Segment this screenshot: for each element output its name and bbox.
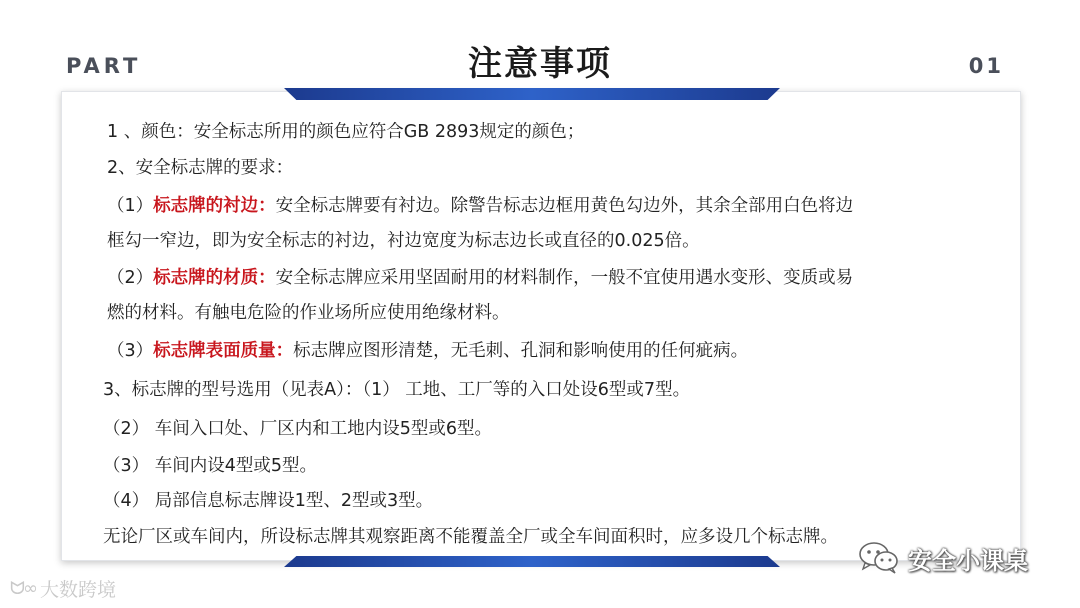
content-line-color: 1 、颜色：安全标志所用的颜色应符合GB 2893规定的颜色；: [107, 122, 585, 142]
item-surface-prefix: （3）: [107, 341, 154, 361]
bottom-accent-bar: [284, 556, 780, 567]
watermark-left-text: 大数跨境: [39, 579, 116, 601]
page-number: 01: [968, 54, 1004, 78]
item-border-line-2: 框勾一窄边，即为安全标志的衬边，衬边宽度为标志边长或直径的0.025倍。: [107, 231, 700, 251]
page-title: 注意事项: [468, 44, 612, 84]
item-border-prefix: （1）: [107, 196, 154, 216]
content-line-model-selection: 3、标志牌的型号选用（见表A）：（1） 工地、工厂等的入口处设6型或7型。: [103, 380, 691, 400]
item-border-keyword: 标志牌的衬边：: [153, 196, 276, 216]
item-surface-keyword: 标志牌表面质量：: [153, 341, 294, 361]
content-line-conclusion: 无论厂区或车间内，所设标志牌其观察距离不能覆盖全厂或全车间面积时，应多设几个标志牌。: [103, 527, 838, 547]
wechat-icon: [858, 540, 900, 576]
top-accent-bar: [284, 88, 780, 100]
watermark-left: [10, 575, 116, 602]
item-material-line-1: [107, 267, 853, 289]
content-line-requirements: 2、安全标志牌的要求：: [107, 158, 294, 178]
item-material-text: 安全标志牌应采用坚固耐用的材料制作，一般不宜使用遇水变形、变质或易: [275, 268, 854, 288]
item-border-line-1: [107, 195, 853, 217]
item-material-line-2: 燃的材料。有触电危险的作业场所应使用绝缘材料。: [107, 303, 510, 323]
watermark-right: [858, 540, 1028, 576]
content-line-model-2: （2） 车间入口处、厂区内和工地内设5型或6型。: [103, 419, 492, 439]
item-surface-line: [107, 340, 748, 362]
item-surface-text: 标志牌应图形清楚，无毛刺、孔洞和影响使用的任何疵病。: [293, 341, 749, 361]
item-border-text: 安全标志牌要有衬边。除警告标志边框用黄色勾边外，其余全部用白色将边: [275, 196, 854, 216]
watermark-logo-icon: ᗢ∞: [10, 578, 36, 599]
item-material-keyword: 标志牌的材质：: [153, 268, 276, 288]
content-line-model-3: （3） 车间内设4型或5型。: [103, 456, 317, 476]
item-material-prefix: （2）: [107, 268, 154, 288]
content-line-model-4: （4） 局部信息标志牌设1型、2型或3型。: [103, 491, 434, 511]
watermark-right-text: 安全小课桌: [908, 546, 1028, 575]
part-label: PART: [66, 54, 142, 78]
